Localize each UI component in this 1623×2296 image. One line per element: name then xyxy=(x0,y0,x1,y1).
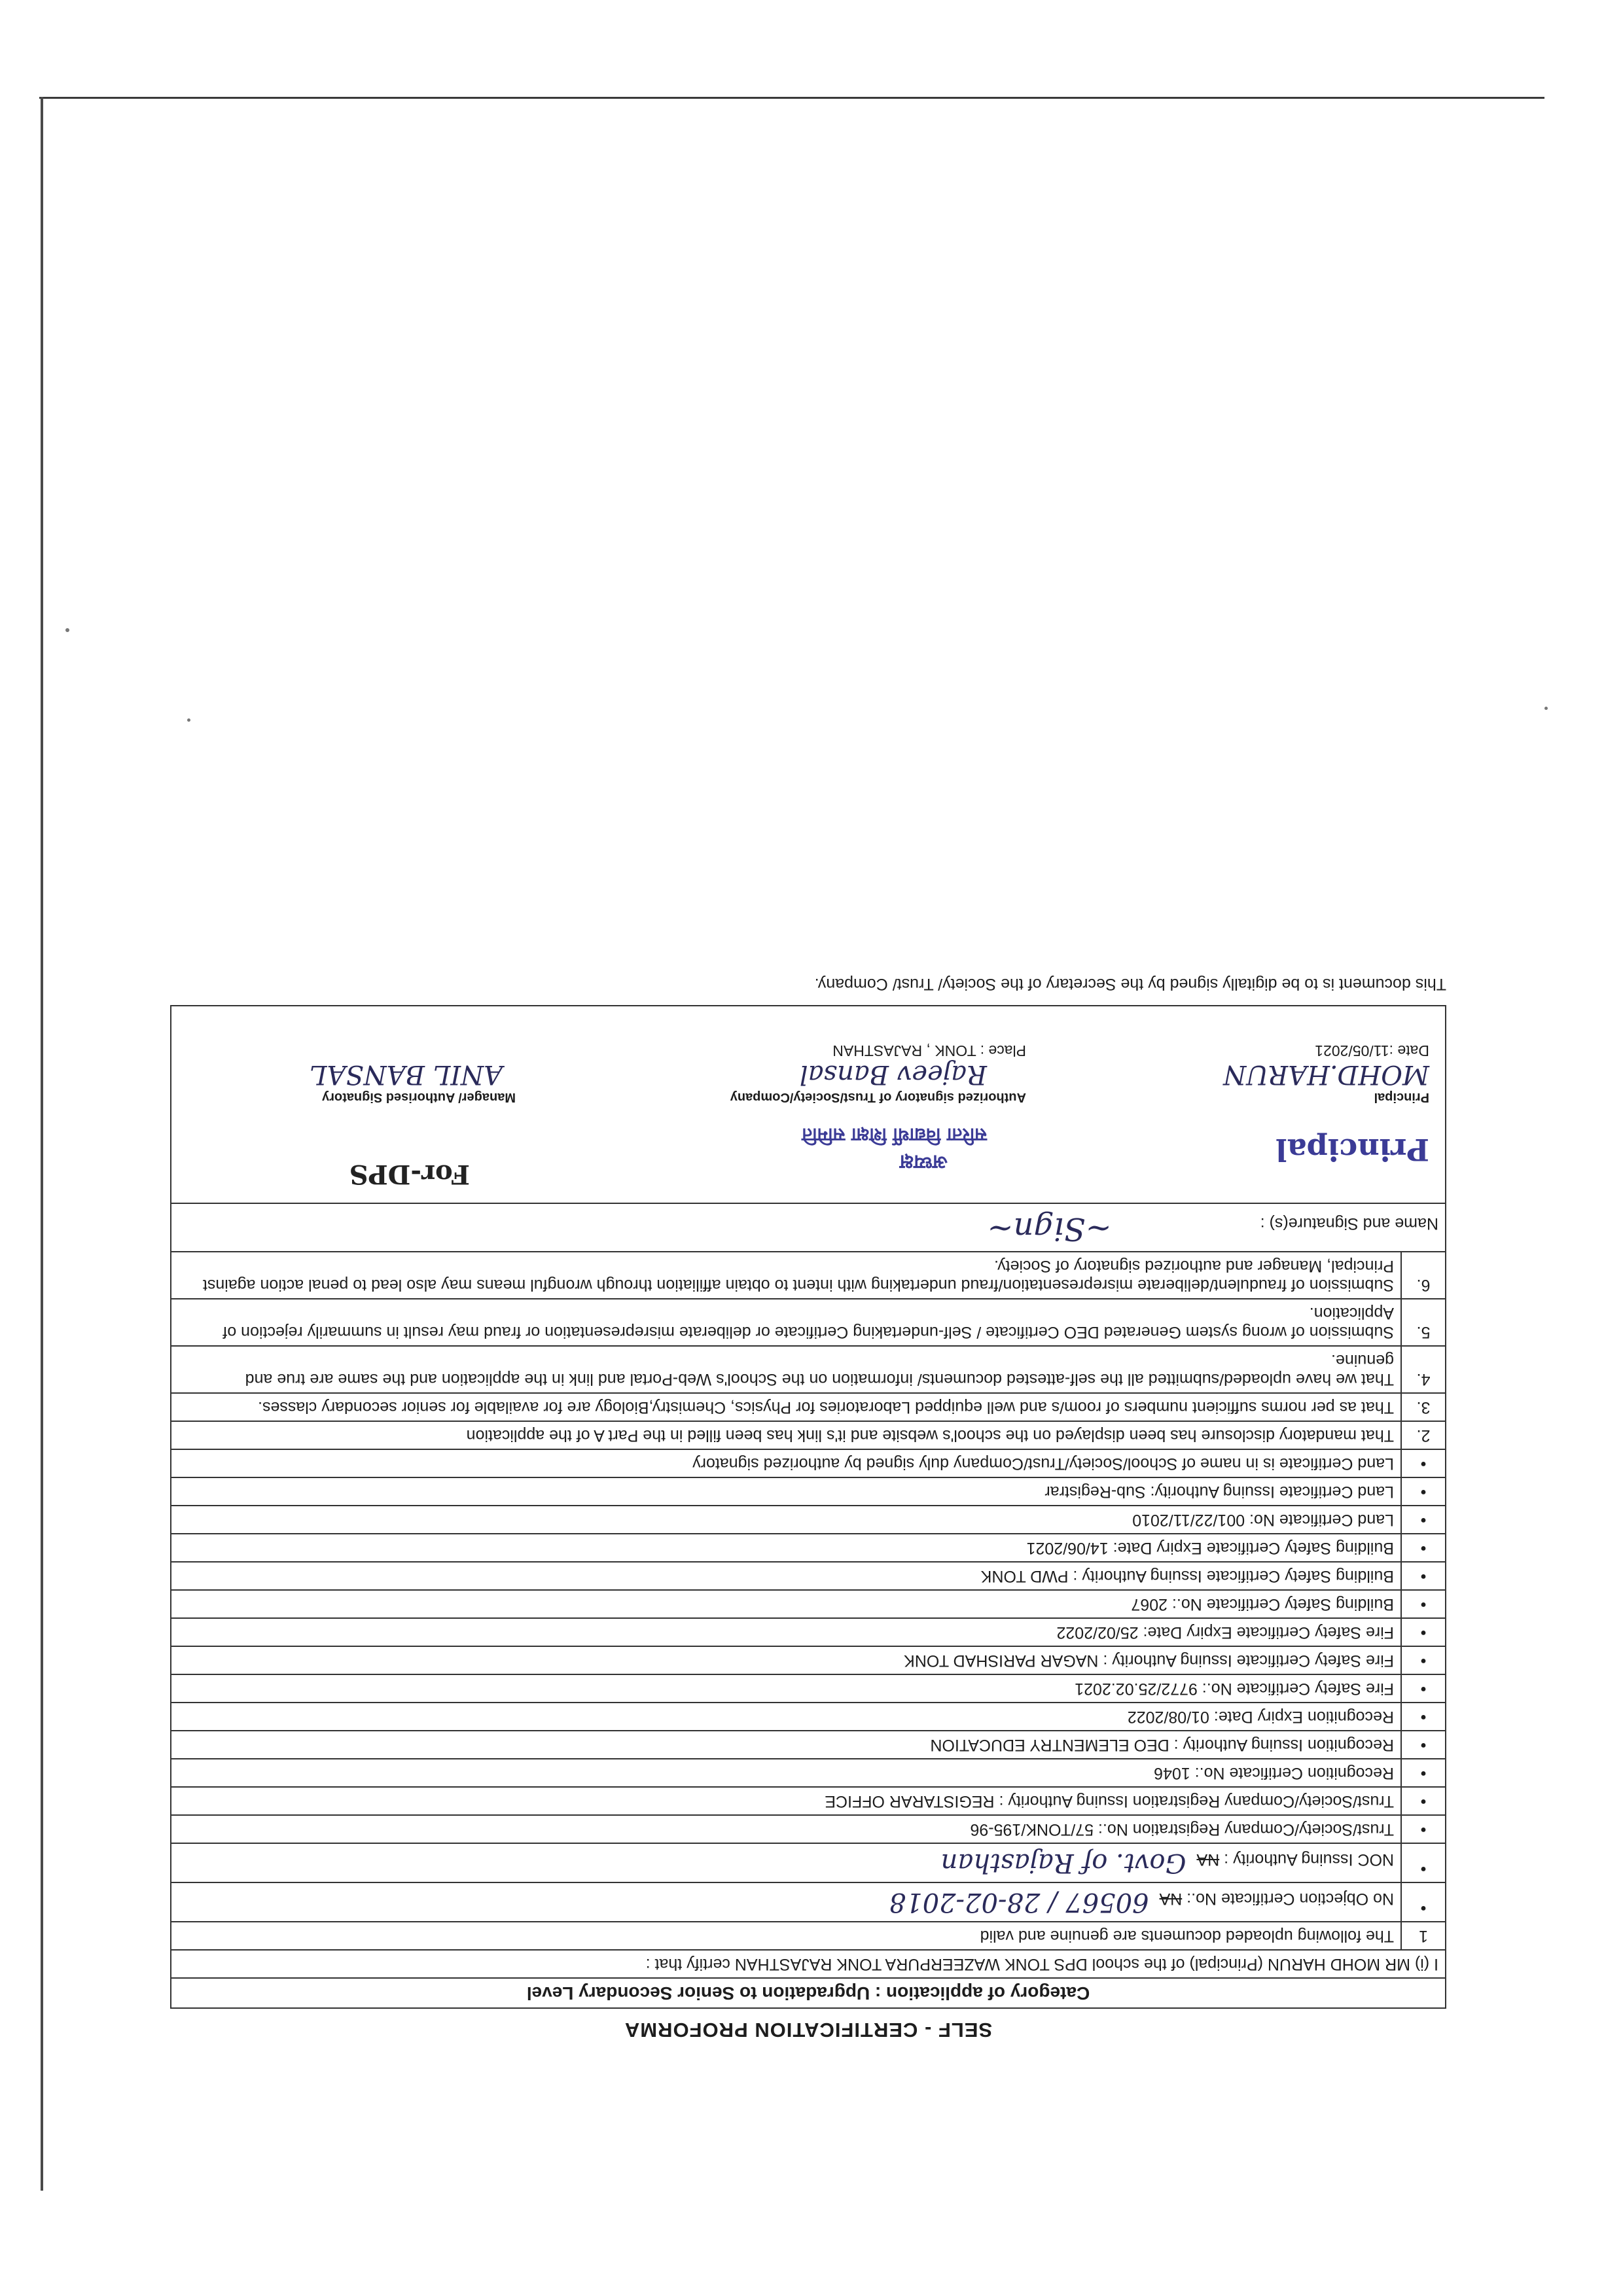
intro-row xyxy=(171,1950,1446,1978)
principal-stamp: Principal xyxy=(1275,1132,1429,1167)
noc-certificate-label: No Objection Certificate No.: xyxy=(1182,1890,1394,1908)
bullet-row xyxy=(171,1703,1446,1731)
noc-certificate-handwritten: 60567 / 28-02-2018 xyxy=(889,1887,1149,1917)
item-number: 4. xyxy=(1401,1346,1446,1393)
intro-text: I (i) MR MOHD HARUN (Principal) of the school DPS TONK WAZEERPURA TONK RAJASTHAN certify that : xyxy=(171,1950,1446,1978)
item-text: That mandatory disclosure has been displayed on the school's website and it's link has been filled in the Part A of the application xyxy=(171,1421,1401,1449)
bullet-item-text: Fire Safety Certificate Expiry Date: 25/02/2022 xyxy=(171,1618,1401,1646)
scan-speck xyxy=(65,628,69,632)
bullet-row xyxy=(171,1646,1446,1674)
noc-certificate-row xyxy=(171,1882,1446,1922)
noc-authority-handwritten: Govt. of Rajasthan xyxy=(940,1848,1186,1878)
bullet-row xyxy=(171,1506,1446,1534)
bullet: • xyxy=(1401,1759,1446,1787)
scan-speck xyxy=(1544,707,1548,710)
noc-authority-cell xyxy=(171,1843,1401,1882)
bullet: • xyxy=(1401,1534,1446,1562)
numbered-row xyxy=(171,1252,1446,1299)
bullet: • xyxy=(1401,1590,1446,1618)
item-1-number: 1 xyxy=(1401,1922,1446,1950)
principal-name-handwritten: MOHD.HARUN xyxy=(1223,1059,1429,1089)
bullet: • xyxy=(1401,1843,1446,1882)
bullet: • xyxy=(1401,1477,1446,1506)
bullet-row xyxy=(171,1590,1446,1618)
place-label: Place : TONK , RAJASTHAN xyxy=(832,1042,1026,1059)
numbered-row xyxy=(171,1346,1446,1393)
trust-column xyxy=(730,1042,1026,1104)
bullet: • xyxy=(1401,1646,1446,1674)
bullet: • xyxy=(1401,1882,1446,1922)
manager-stamp: For-DPS xyxy=(349,1159,470,1190)
item-1-row xyxy=(171,1922,1446,1950)
item-1-text: The following uploaded documents are genuine and valid xyxy=(171,1922,1401,1950)
noc-certificate-cell xyxy=(171,1882,1401,1922)
bullet-item-text: Building Safety Certificate Issuing Authority : PWD TONK xyxy=(171,1562,1401,1590)
bullet-item-text: Recognition Certificate No.: 1046 xyxy=(171,1759,1401,1787)
category-row xyxy=(171,1978,1446,2008)
bullet-item-text: Building Safety Certificate No.: 2067 xyxy=(171,1590,1401,1618)
signature-scribble: ~Sign~ xyxy=(987,1210,1112,1247)
bullet-row xyxy=(171,1759,1446,1787)
manager-label: Manager/ Authorised Signatory xyxy=(322,1090,516,1104)
numbered-row xyxy=(171,1299,1446,1346)
name-signature-cell xyxy=(171,1203,1446,1252)
category-text: Category of application : Upgradation to Senior Secondary Level xyxy=(171,1978,1446,2008)
bullet-row xyxy=(171,1477,1446,1506)
item-text: That we have uploaded/submitted all the self-attested documents/ information on the School's Web-Portal and link in the application and the same are true and genuine. xyxy=(171,1346,1401,1393)
bullet: • xyxy=(1401,1815,1446,1843)
bullet-item-text: Recognition Expiry Date: 01/08/2022 xyxy=(171,1703,1401,1731)
date-label: Date :11/05/2021 xyxy=(1315,1042,1429,1059)
item-text: Submission of fraudulent/deliberate misrepresentation/fraud undertaking with intent to obtain affiliation through wrongful means may also lead to penal action against Principal, Manager and authorized signatory of Society. xyxy=(171,1252,1401,1299)
bullet-item-text: Land Certificate No: 001/22/11/2010 xyxy=(171,1506,1401,1534)
numbered-row xyxy=(171,1421,1446,1449)
footer-note: This document is to be digitally signed by the Secretary of the Society/ Trust/ Company. xyxy=(814,975,1446,993)
scan-edge-top xyxy=(39,97,1544,99)
name-signature-row xyxy=(171,1203,1446,1252)
numbered-row xyxy=(171,1393,1446,1421)
signature-block xyxy=(170,1005,1446,1203)
name-signature-label: Name and Signature(s) : xyxy=(1260,1214,1438,1233)
bullet: • xyxy=(1401,1449,1446,1477)
scan-edge-left xyxy=(41,97,43,2191)
certification-document xyxy=(170,366,1446,2041)
principal-column xyxy=(1223,1042,1429,1104)
bullet-item-text: Recognition Issuing Authority : DEO ELEMENTRY EDUCATION xyxy=(171,1731,1401,1759)
noc-certificate-value: NA xyxy=(1159,1890,1183,1908)
bullet: • xyxy=(1401,1618,1446,1646)
trust-name-handwritten: Rajeev Bansal xyxy=(799,1059,987,1089)
certification-table xyxy=(170,1203,1446,2009)
bullet: • xyxy=(1401,1674,1446,1703)
noc-authority-label: NOC Issuing Authority : xyxy=(1219,1850,1394,1869)
item-number: 5. xyxy=(1401,1299,1446,1346)
item-number: 2. xyxy=(1401,1421,1446,1449)
item-text: Submission of wrong system Generated DEO Certificate / Self-undertaking Certificate or deliberate misrepresentation or fraud may result in summarily rejection of Application. xyxy=(171,1299,1401,1346)
trust-signatory-label: Authorized signatory of Trust/Society/Company xyxy=(730,1090,1026,1104)
bullet-item-text: Trust/Society/Company Registration No.: 57/TONK/195-96 xyxy=(171,1815,1401,1843)
bullet: • xyxy=(1401,1731,1446,1759)
bullet-row xyxy=(171,1449,1446,1477)
bullet-row xyxy=(171,1562,1446,1590)
bullet: • xyxy=(1401,1506,1446,1534)
manager-name-handwritten: ANIL BANSAL xyxy=(309,1059,503,1089)
bullet: • xyxy=(1401,1703,1446,1731)
bullet-item-text: Building Safety Certificate Expiry Date: 14/06/2021 xyxy=(171,1534,1401,1562)
principal-label: Principal xyxy=(1374,1090,1429,1104)
bullet-row xyxy=(171,1674,1446,1703)
manager-column xyxy=(310,1059,516,1104)
item-text: That as per norms sufficient numbers of room/s and well equipped Laboratories for Physics, Chemistry,Biology are for available for senior secondary classes. xyxy=(171,1393,1401,1421)
bullet-row xyxy=(171,1731,1446,1759)
bullet-item-text: Fire Safety Certificate Issuing Authority : NAGAR PARISHAD TONK xyxy=(171,1646,1401,1674)
bullet: • xyxy=(1401,1562,1446,1590)
bullet-item-text: Land Certificate is in name of School/Society/Trust/Company duly signed by authorized signatory xyxy=(171,1449,1401,1477)
bullet-row xyxy=(171,1534,1446,1562)
trust-stamp-title: अध्यक्ष xyxy=(899,1150,948,1173)
item-number: 6. xyxy=(1401,1252,1446,1299)
noc-authority-value: NA xyxy=(1196,1850,1220,1869)
bullet-row xyxy=(171,1618,1446,1646)
bullet-item-text: Trust/Society/Company Registration Issuing Authority : REGISTARAR OFFICE xyxy=(171,1787,1401,1815)
bullet: • xyxy=(1401,1787,1446,1815)
trust-stamp-name: सरिता विद्यार्थी शिक्षा समिति xyxy=(802,1124,987,1146)
bullet-row xyxy=(171,1787,1446,1815)
bullet-row xyxy=(171,1815,1446,1843)
bullet-item-text: Fire Safety Certificate No.: 9772/25.02.2021 xyxy=(171,1674,1401,1703)
document-title: SELF - CERTIFICATION PROFORMA xyxy=(624,2019,993,2041)
item-number: 3. xyxy=(1401,1393,1446,1421)
bullet-item-text: Land Certificate Issuing Authority: Sub-Registrar xyxy=(171,1477,1401,1506)
noc-authority-row xyxy=(171,1843,1446,1882)
